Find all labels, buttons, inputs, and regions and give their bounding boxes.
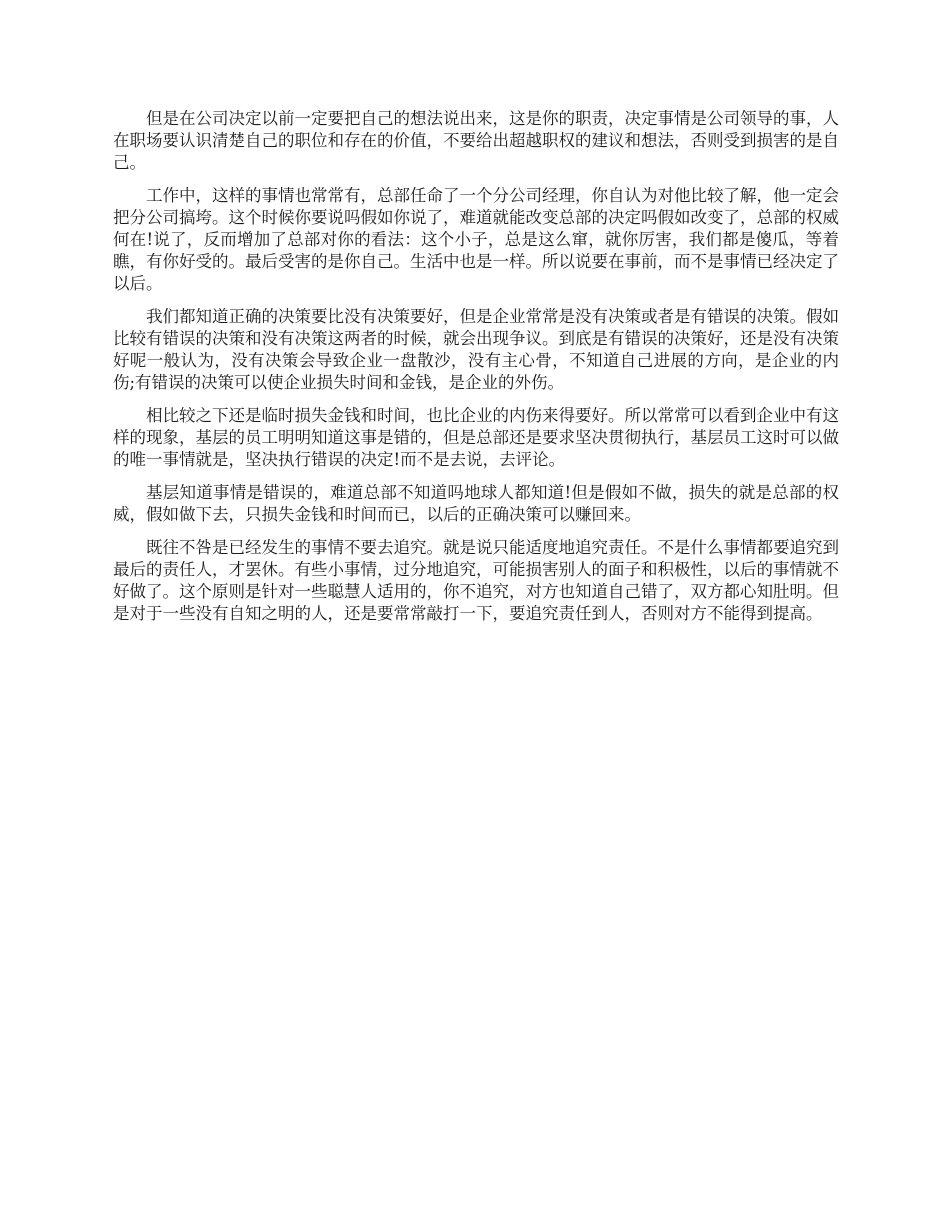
paragraph: 相比较之下还是临时损失金钱和时间，也比企业的内伤来得要好。所以常常可以看到企业中有这样的现象，基层的员工明明知道这事是错的，但是总部还是要求坚决贯彻执行，基层员工这时可以做的唯一事情就是，坚决执行错误的决定!而不是去说，去评论。 bbox=[113, 406, 839, 469]
paragraph: 工作中，这样的事情也常常有，总部任命了一个分公司经理，你自认为对他比较了解，他一定会把分公司搞垮。这个时候你要说吗假如你说了，难道就能改变总部的决定吗假如改变了，总部的权威何在!说了，反而增加了总部对你的看法：这个小子，总是这么窜，就你厉害，我们都是傻瓜，等着瞧，有你好受的。最后受害的是你自己。生活中也是一样。所以说要在事前，而不是事情已经决定了以后。 bbox=[113, 186, 839, 293]
document-page bbox=[113, 108, 839, 636]
paragraph: 我们都知道正确的决策要比没有决策要好，但是企业常常是没有决策或者是有错误的决策。假如比较有错误的决策和没有决策这两者的时候，就会出现争议。到底是有错误的决策好，还是没有决策好呢一般认为，没有决策会导致企业一盘散沙，没有主心骨，不知道自己进展的方向，是企业的内伤;有错误的决策可以使企业损失时间和金钱，是企业的外伤。 bbox=[113, 307, 839, 392]
paragraph: 基层知道事情是错误的，难道总部不知道吗地球人都知道!但是假如不做，损失的就是总部的权威，假如做下去，只损失金钱和时间而已，以后的正确决策可以赚回来。 bbox=[113, 483, 839, 524]
paragraph: 既往不咎是已经发生的事情不要去追究。就是说只能适度地追究责任。不是什么事情都要追究到最后的责任人，才罢休。有些小事情，过分地追究，可能损害别人的面子和积极性，以后的事情就不好做了。这个原则是针对一些聪慧人适用的，你不追究，对方也知道自己错了，双方都心知肚明。但是对于一些没有自知之明的人，还是要常常敲打一下，要追究责任到人，否则对方不能得到提高。 bbox=[113, 538, 839, 623]
paragraph: 但是在公司决定以前一定要把自己的想法说出来，这是你的职责，决定事情是公司领导的事，人在职场要认识清楚自己的职位和存在的价值，不要给出超越职权的建议和想法，否则受到损害的是自己。 bbox=[113, 109, 839, 172]
